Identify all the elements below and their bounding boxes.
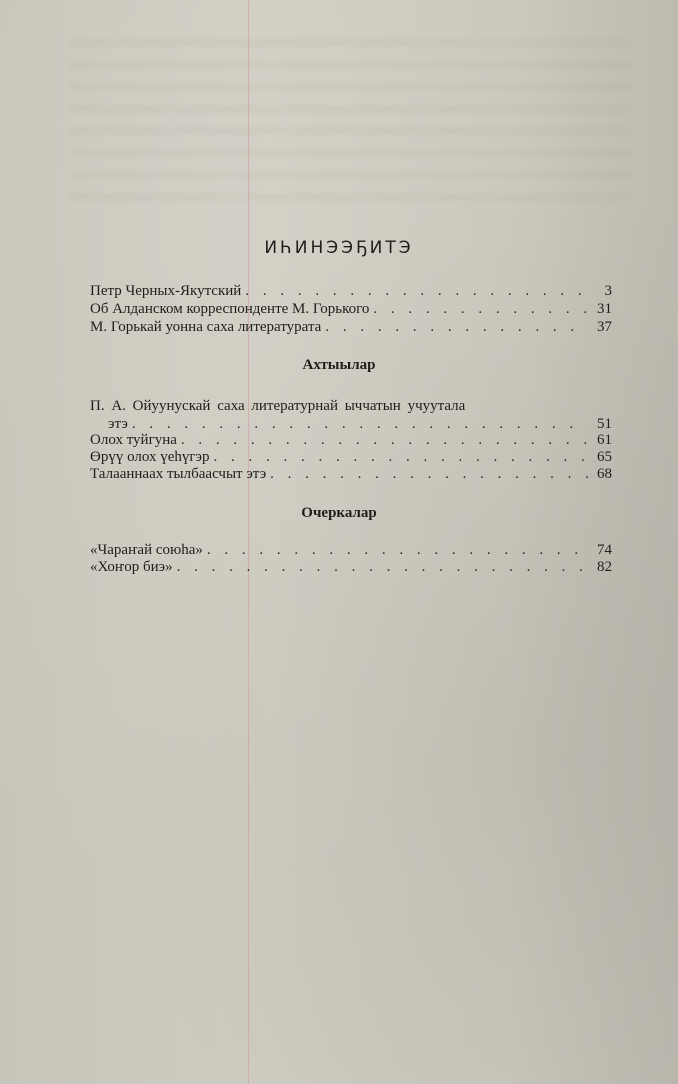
toc-entry	[90, 282, 612, 300]
toc-entry-text-line2: этэ	[108, 416, 128, 432]
toc-entry	[90, 318, 612, 336]
dot-leader	[373, 300, 588, 318]
toc-entry-page: 82	[597, 559, 612, 575]
toc-entry	[90, 300, 612, 318]
toc-entry	[90, 431, 612, 449]
dot-leader	[245, 282, 588, 300]
toc-entry-page: 51	[597, 416, 612, 432]
toc-entry-page: 68	[597, 466, 612, 482]
dot-leader	[325, 318, 588, 336]
toc-entry-text-line1: П. А. Ойуунускай саха литературнай ыччатын учуутала	[90, 398, 466, 414]
toc-entry-page: 37	[597, 319, 612, 335]
toc-entry-page: 3	[604, 283, 612, 299]
toc-entry-page: 31	[597, 301, 612, 317]
section-heading-reviews: Ахтыылар	[302, 357, 376, 373]
toc-entry-page: 65	[597, 449, 612, 465]
toc-entry-text: Об Алданском корреспонденте М. Горького	[90, 301, 370, 317]
toc-entry-text: «Чараҥай союһа»	[90, 542, 203, 558]
toc-entry	[90, 465, 612, 483]
toc-entry	[90, 558, 612, 576]
toc-entry-text: Талааннаах тылбаасчыт этэ	[90, 466, 267, 482]
toc-entry-text: Петр Черных-Якутский	[90, 283, 242, 299]
toc-entry-text: М. Горькай уонна саха литературата	[90, 319, 322, 335]
toc-entry-multiline	[90, 397, 612, 433]
dot-leader	[207, 541, 588, 559]
page-title: ИҺИНЭЭҔИТЭ	[264, 238, 414, 258]
dot-leader	[270, 465, 588, 483]
toc-entry-text: Олох туйгуна	[90, 432, 177, 448]
toc-entry-text: Өрүү олох үеһүгэр	[90, 449, 210, 465]
dot-leader	[181, 431, 588, 449]
toc-entry-text: «Хоҥор биэ»	[90, 559, 173, 575]
dot-leader	[214, 448, 589, 466]
toc-entry-page: 61	[597, 432, 612, 448]
toc-entry-page: 74	[597, 542, 612, 558]
toc-entry	[90, 541, 612, 559]
dot-leader	[177, 558, 588, 576]
toc-entry	[90, 448, 612, 466]
section-heading-essays: Очеркалар	[301, 505, 377, 521]
bleed-through-text	[70, 40, 630, 215]
